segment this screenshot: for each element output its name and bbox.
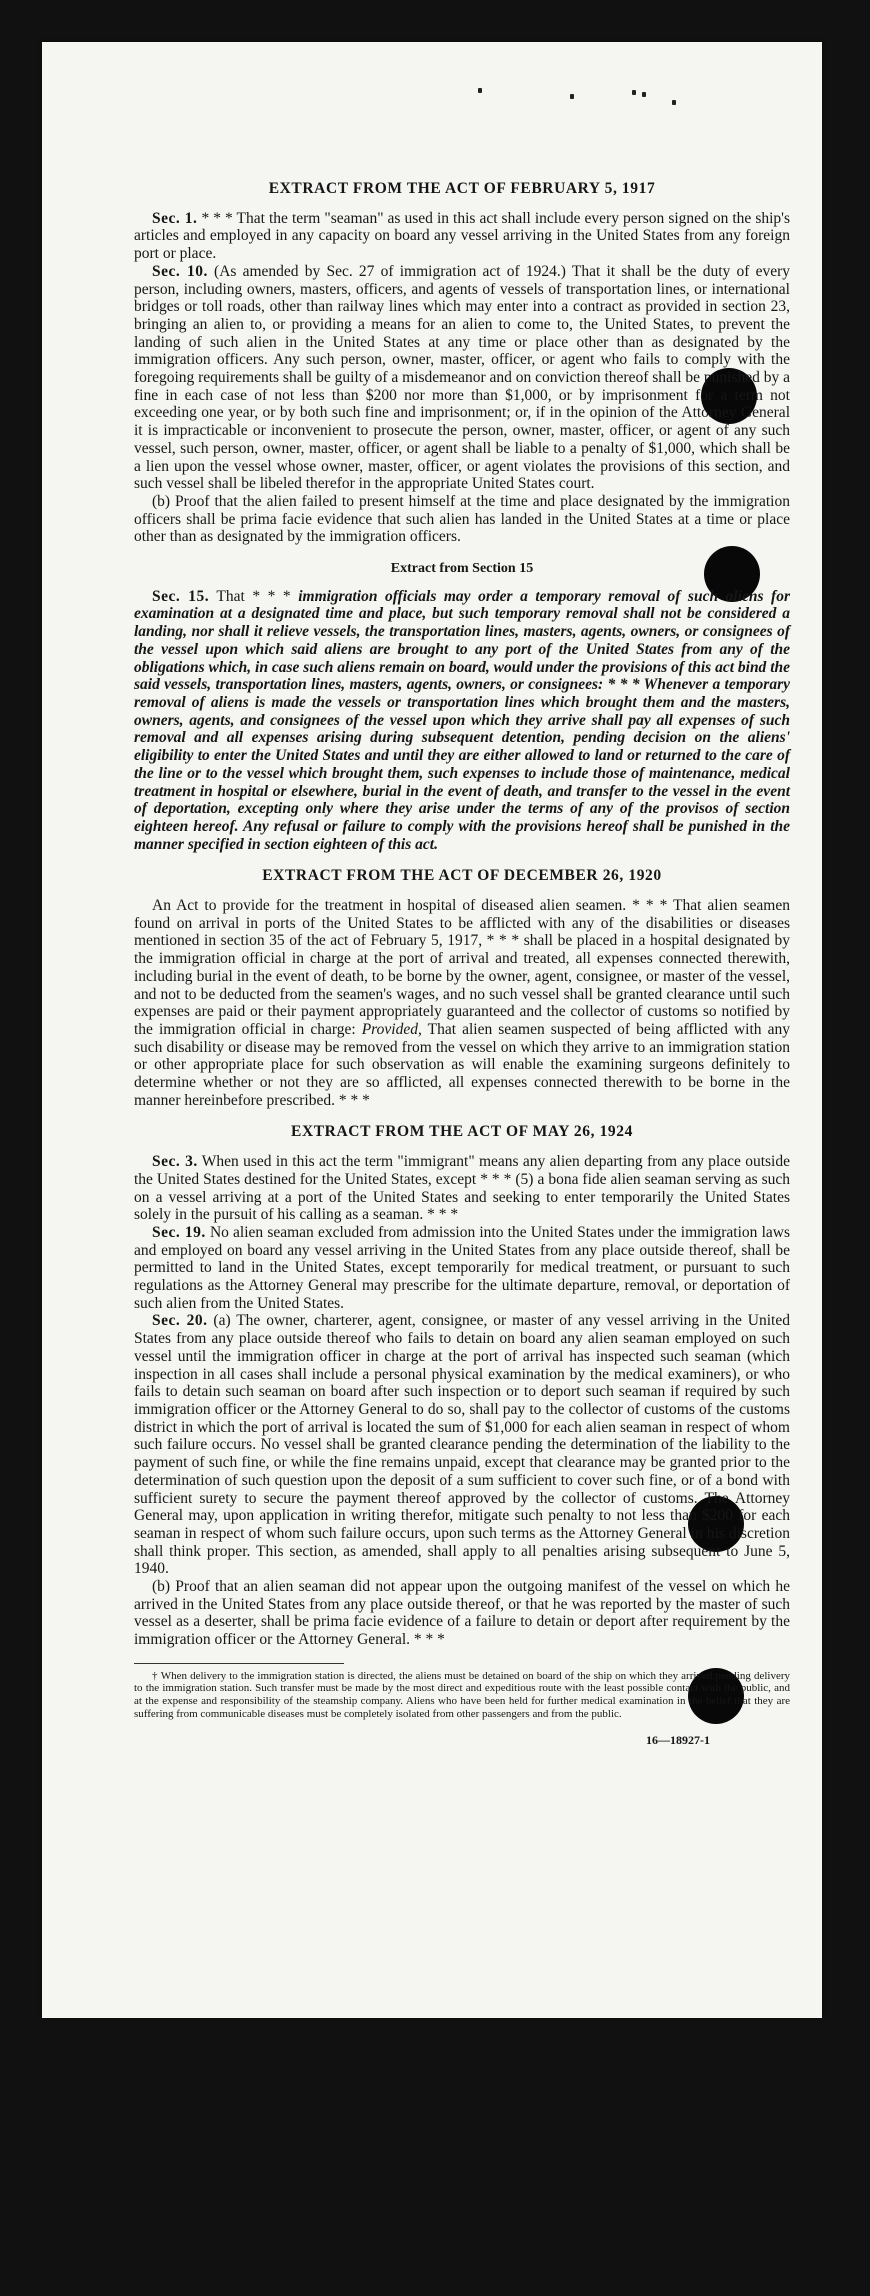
paragraph-sec-1 xyxy=(134,210,790,263)
section-label: Sec. 10. xyxy=(152,262,208,280)
ink-speck xyxy=(570,94,574,99)
paragraph-sec-20-b: (b) Proof that an alien seaman did not appear upon the outgoing manifest of the vessel on which he arrived in the United States from any place outside thereof, or that he was reported by the master of such vessel as a deserter, shall be prima facie evidence of a failure to detain or deport after requirement by the immigration officer or the Attorney General. * * * xyxy=(134,1578,790,1649)
ink-speck xyxy=(632,90,636,95)
paragraph-text: (As amended by Sec. 27 of immigration act of 1924.) That it shall be the duty of every person, including owners, masters, officers, and agents of vessels of transportation lines, or international bridges or toll roads, other than railway lines which may enter into a contract as provided in section 23, bringing an alien to, or providing a means for an alien to come to, the United States, to prevent the landing of such alien in the United States at any time or place other than as designated by the immigration officers. Any such person, owner, master, officer, or agent who fails to comply with the foregoing requirements shall be guilty of a misdemeanor and on conviction thereof shall be punished by a fine in each case of not less than $200 nor more than $1,000, or by imprisonment for a term not exceeding one year, or by both such fine and imprisonment; or, if in the opinion of the Attorney General it is impracticable or inconvenient to prosecute the person, owner, master, officer, or agent of any such vessel, such person, owner, master, officer, or agent shall be liable to a penalty of $1,000, which shall be a lien upon the vessel whose owner, master, officer, or agent violates the provisions of this section, and such vessel shall be libeled therefor in the appropriate United States court. xyxy=(134,262,790,493)
paragraph-sec-3 xyxy=(134,1153,790,1224)
paragraph-text: (a) The owner, charterer, agent, consignee, or master of any vessel arriving in the United States from any place outside thereof who fails to detain on board any alien seaman employed on such vessel until the immigration officer in charge at the port of arrival has inspected such seaman (which inspection in all cases shall include a personal physical examination by the medical examiners), or who fails to detain such seaman on board after such inspection or to deport such seaman if required by such immigration officer or the Attorney General to do so, shall pay to the collector of customs of the customs district in which the port of arrival is located the sum of $1,000 for each alien seaman in respect of whom such failure occurs. No vessel shall be granted clearance pending the determination of the liability to the payment of such fine, or while the fine remains unpaid, except that clearance may be granted prior to the determination of such question upon the deposit of a sum sufficient to cover such fine, or of a bond with sufficient surety to secure the payment thereof approved by the collector of customs. The Attorney General may, upon application in writing therefor, mitigate such penalty to not less than $200 for each seaman in respect of whom such failure occurs, upon such terms as the Attorney General in his discretion shall think proper. This section, as amended, shall apply to all penalties arising subsequent to June 5, 1940. xyxy=(134,1312,790,1578)
ink-speck xyxy=(672,100,676,105)
ink-speck xyxy=(642,92,646,97)
heading-act-1920: EXTRACT FROM THE ACT OF DECEMBER 26, 1920 xyxy=(262,867,662,885)
paragraph-sec-19 xyxy=(134,1224,790,1313)
paragraph-sec-20 xyxy=(134,1312,790,1578)
heading-act-1917: EXTRACT FROM THE ACT OF FEBRUARY 5, 1917 xyxy=(268,180,656,197)
ink-speck xyxy=(478,88,482,93)
footnote-divider xyxy=(134,1663,344,1664)
paragraph-text-italic: immigration officials may order a temporary removal of such aliens for examination at a designated time and place, but such temporary removal shall not be considered a landing, nor shall it relieve vessels, the transportation lines, masters, agents, owners, or consignees of the vessel upon which said aliens are brought to any port of the United States from any of the obligations which, in case such aliens remain on board, would under the provisions of this act bind the said vessels, transportation lines, masters, agents, owners, or consignees: * * * Whenever a temporary removal of aliens is made the vessels or transportation lines which brought them and the masters, owners, agents, and consignees of the vessel upon which they arrive shall pay all expenses of such removal and all expenses arising during subsequent detention, pending decision on the aliens' eligibility to enter the United States and until they are either allowed to land or returned to the care of the line or to the vessel which brought them, such expenses to include those of maintenance, medical treatment in hospital or elsewhere, burial in the event of death, and transfer to the vessel in the event of deportation, excepting only where they arise under the terms of any of the provisos of section eighteen hereof. Any refusal or failure to comply with the provisions hereof shall be punished in the manner specified in section eighteen of this act. xyxy=(134,587,790,853)
paragraph-act-1920 xyxy=(134,897,790,1109)
document-page xyxy=(42,42,822,2018)
section-label: Sec. 1. xyxy=(152,209,198,227)
heading-act-1924: EXTRACT FROM THE ACT OF MAY 26, 1924 xyxy=(291,1123,633,1141)
section-label: Sec. 19. xyxy=(152,1223,206,1241)
subheading-section-15: Extract from Section 15 xyxy=(390,561,534,577)
paragraph-text: No alien seaman excluded from admission into the United States under the immigration laws and employed on board any vessel arriving in the United States from any place outside thereof, shall be permitted to land in the United States, except temporarily for medical treatment, or pursuant to such regulations as the Attorney General may prescribe for the ultimate departure, removal, or deportation of such alien from the United States. xyxy=(134,1223,790,1312)
paragraph-sec-15 xyxy=(134,588,790,854)
section-label: Sec. 20. xyxy=(152,1312,208,1330)
document-text xyxy=(134,180,790,1750)
paragraph-sec-10-b: (b) Proof that the alien failed to present himself at the time and place designated by the immigration officers shall be prima facie evidence that such alien has landed in the United States at a time or place other than as designated by the immigration officers. xyxy=(134,492,790,546)
paragraph-text: An Act to provide for the treatment in hospital of diseased alien seamen. * * * That alien seamen found on arrival in ports of the United States to be afflicted with any of the disabilities or diseases mentioned in section 35 of the act of February 5, 1917, * * * shall be placed in a hospital designated by the immigration official in charge at the port of arrival and treated, all expenses connected therewith, including burial in the event of death, to be borne by the owner, agent, consignee, or master of the vessel, and not to be deducted from the seamen's wages, and no such vessel shall be granted clearance until such expenses are paid or their payment appropriately guaranteed and the collector of customs so notified by the immigration official in charge: xyxy=(134,897,790,1038)
print-code: 16—18927-1 xyxy=(646,1733,710,1748)
footnote: † When delivery to the immigration station is directed, the aliens must be detained on board of the ship on which they arrived pending delivery to the immigration station. Such transfer must be made by the most direct and expeditious route with the least possible contact with the public, and at the expense and responsibility of the steamship company. Aliens who have been held for further medical examination in the belief that they are suffering from communicable diseases must be completely isolated from other passengers and from the public. xyxy=(134,1669,790,1720)
paragraph-lead: That * * * xyxy=(216,587,291,605)
provided-label: Provided, xyxy=(361,1020,422,1038)
paragraph-text: That alien seamen suspected of being afflicted with any such disability or disease may be removed from the vessel on which they arrive to an immigration station or other appropriate place for such observation as will enable the examining surgeons definitely to determine whether or not they are so afflicted, all expenses connected therewith to be borne in the manner hereinbefore prescribed. * * * xyxy=(134,1020,790,1109)
paragraph-sec-10 xyxy=(134,263,790,493)
section-label: Sec. 3. xyxy=(152,1153,198,1171)
paragraph-text: When used in this act the term "immigrant" means any alien departing from any place outside the United States destined for the United States, except * * * (5) a bona fide alien seaman serving as such on a vessel arriving at a port of the United States and seeking to enter temporarily the United States solely in the pursuit of his calling as a seaman. * * * xyxy=(134,1153,790,1224)
section-label: Sec. 15. xyxy=(152,587,210,605)
paragraph-text: * * * That the term "seaman" as used in this act shall include every person signed on the ship's articles and employed in any capacity on board any vessel arriving in the United States from any foreign port or place. xyxy=(134,209,790,263)
